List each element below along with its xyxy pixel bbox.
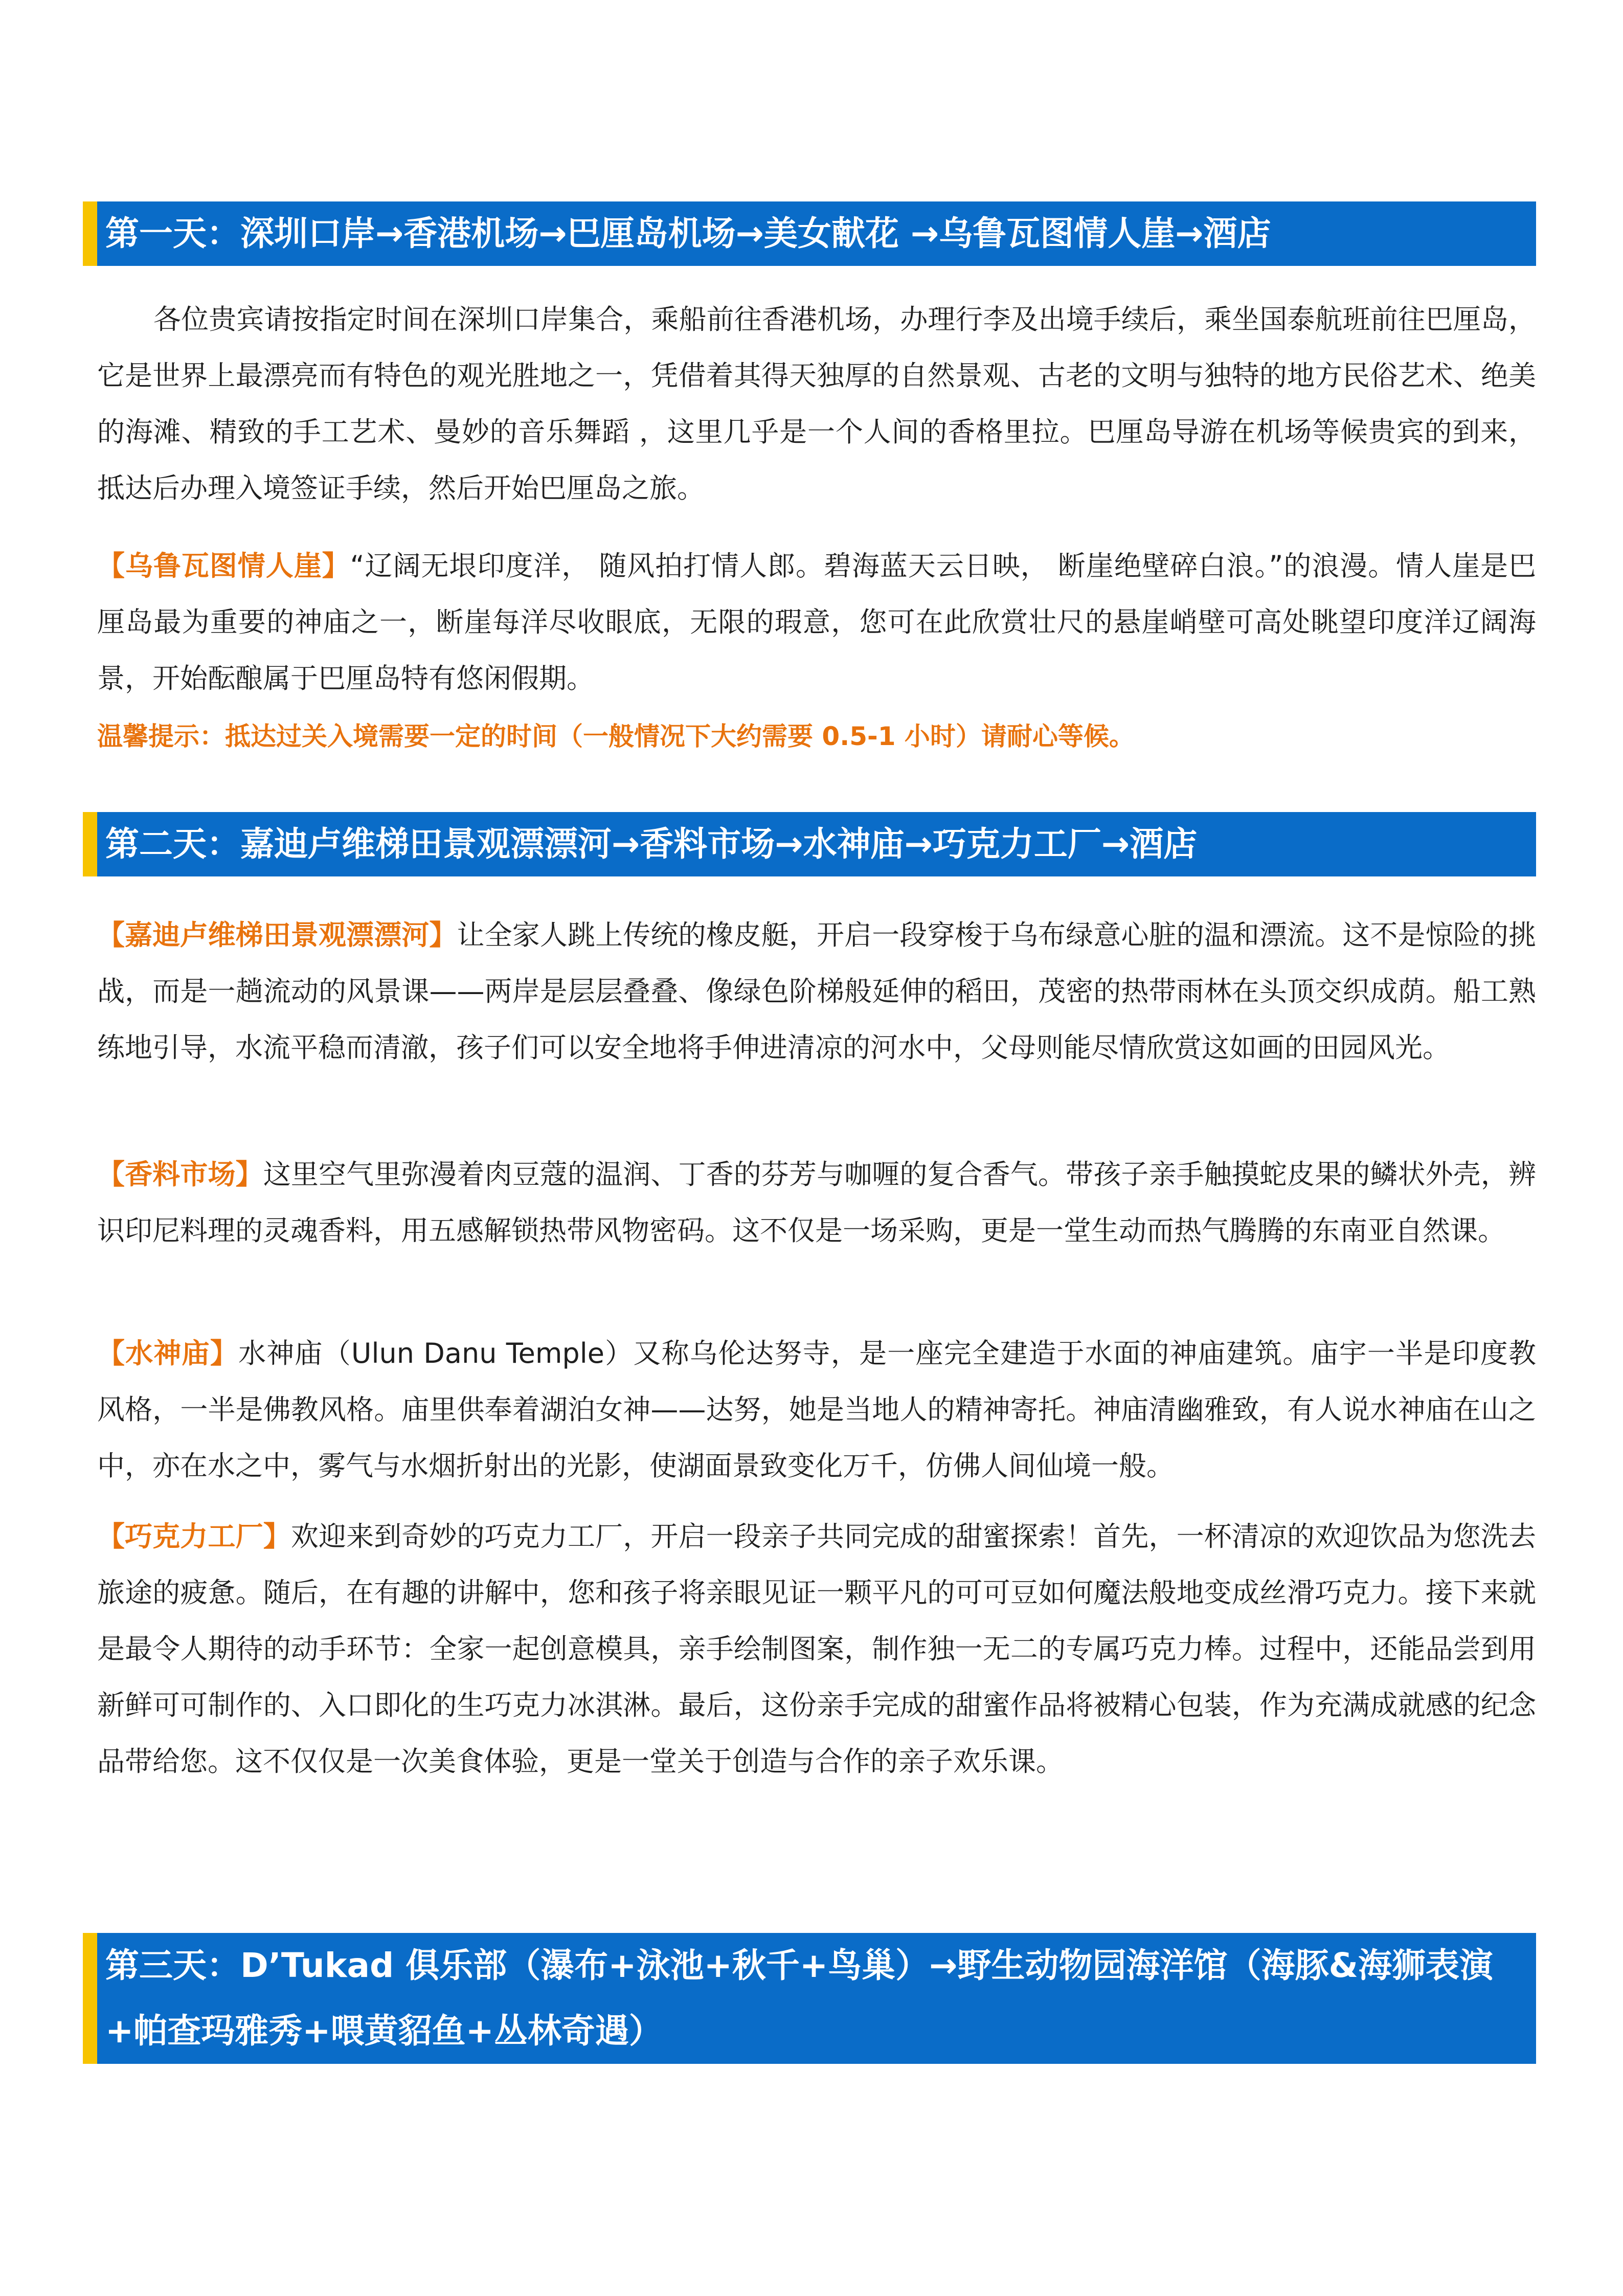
day2-item-spice-market-tag: 【香料市场】 bbox=[97, 1158, 263, 1190]
day2-title: 第二天：嘉迪卢维梯田景观漂漂河→香料市场→水神庙→巧克力工厂→酒店 bbox=[83, 812, 1536, 876]
day2-item-rafting-text: 让全家人跳上传统的橡皮艇，开启一段穿梭于乌布绿意心脏的温和漂流。这不是惊险的挑战，而是一趟流动的风景课——两岸是层层叠叠、像绿色阶梯般延伸的稻田，茂密的热带雨林在头顶交织成荫。船工熟练地引导，水流平稳而清澈，孩子们可以安全地将手伸进清凉的河水中，父母则能尽情欣赏这如画的田园风光。 bbox=[97, 919, 1536, 1064]
day1-spot-tag: 【乌鲁瓦图情人崖】 bbox=[97, 550, 350, 582]
day2-item-spice-market bbox=[97, 1146, 1536, 1259]
day1-spot-text: “辽阔无垠印度洋， 随风拍打情人郎。碧海蓝天云日映， 断崖绝壁碎白浪。”的浪漫。情人崖是巴厘岛最为重要的神庙之一，断崖每洋尽收眼底，无限的瑕意，您可在此欣赏壮尺的悬崖峭壁可高处眺望印度洋辽阔海景，开始酝酿属于巴厘岛特有悠闲假期。 bbox=[97, 550, 1537, 694]
day1-title: 第一天：深圳口岸→香港机场→巴厘岛机场→美女献花 →乌鲁瓦图情人崖→酒店 bbox=[83, 201, 1536, 266]
day2-item-chocolate-factory-tag: 【巧克力工厂】 bbox=[97, 1520, 291, 1552]
day2-item-rafting bbox=[97, 907, 1536, 1076]
day1-tip: 温馨提示：抵达过关入境需要一定的时间（一般情况下大约需要 0.5-1 小时）请耐心等候。 bbox=[97, 722, 1135, 751]
day2-item-chocolate-factory-text: 欢迎来到奇妙的巧克力工厂，开启一段亲子共同完成的甜蜜探索！首先，一杯清凉的欢迎饮品为您洗去旅途的疲惫。随后，在有趣的讲解中，您和孩子将亲眼见证一颗平凡的可可豆如何魔法般地变成丝滑巧克力。接下来就是最令人期待的动手环节：全家一起创意模具，亲手绘制图案，制作独一无二的专属巧克力棒。过程中，还能品尝到用新鲜可可制作的、入口即化的生巧克力冰淇淋。最后，这份亲手完成的甜蜜作品将被精心包装，作为充满成就感的纪念品带给您。这不仅仅是一次美食体验，更是一堂关于创造与合作的亲子欢乐课。 bbox=[97, 1520, 1537, 1777]
day2-item-rafting-tag: 【嘉迪卢维梯田景观漂漂河】 bbox=[97, 919, 457, 951]
day1-spot bbox=[97, 538, 1536, 707]
day2-item-water-temple-text: 水神庙（Ulun Danu Temple）又称乌伦达努寺，是一座完全建造于水面的神庙建筑。庙宇一半是印度教风格，一半是佛教风格。庙里供奉着湖泊女神——达努，她是当地人的精神寄托。神庙清幽雅致，有人说水神庙在山之中，亦在水之中，雾气与水烟折射出的光影，使湖面景致变化万千，仿佛人间仙境一般。 bbox=[97, 1337, 1537, 1482]
day2-item-water-temple bbox=[97, 1325, 1536, 1494]
day2-item-spice-market-text: 这里空气里弥漫着肉豆蔻的温润、丁香的芬芳与咖喱的复合香气。带孩子亲手触摸蛇皮果的鳞状外壳，辨识印尼料理的灵魂香料，用五感解锁热带风物密码。这不仅是一场采购，更是一堂生动而热气腾腾的东南亚自然课。 bbox=[97, 1158, 1537, 1247]
day1-intro: 各位贵宾请按指定时间在深圳口岸集合，乘船前往香港机场，办理行李及出境手续后，乘坐国泰航班前往巴厘岛，它是世界上最漂亮而有特色的观光胜地之一，凭借着其得天独厚的自然景观、古老的文明与独特的地方民俗艺术、绝美的海滩、精致的手工艺术、曼妙的音乐舞蹈 ，这里几乎是一个人间的香格里拉。巴厘岛导游在机场等候贵宾的到来，抵达后办理入境签证手续，然后开始巴厘岛之旅。 bbox=[97, 303, 1536, 504]
day2-item-chocolate-factory bbox=[97, 1509, 1536, 1790]
day3-title: 第三天：D’Tukad 俱乐部（瀑布+泳池+秋千+鸟巢）→野生动物园海洋馆（海豚&海狮表演+帕查玛雅秀+喂黄貂鱼+丛林奇遇） bbox=[83, 1933, 1536, 2064]
day2-item-water-temple-tag: 【水神庙】 bbox=[97, 1337, 239, 1369]
